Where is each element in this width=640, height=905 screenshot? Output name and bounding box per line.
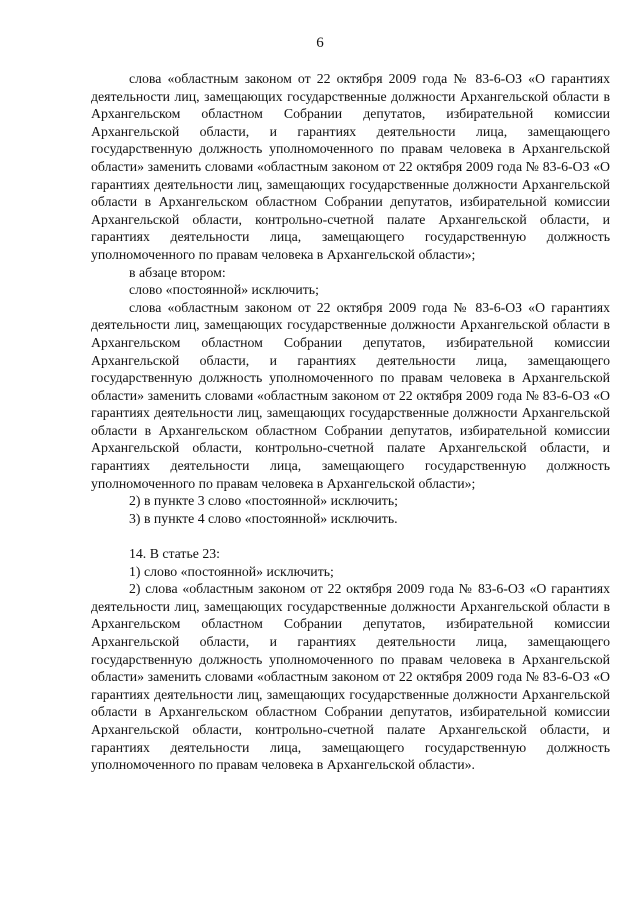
paragraph-second-subparagraph: в абзаце втором: (129, 264, 226, 280)
paragraph-item-3: 2) в пункте 3 слово «постоянной» исключить; (129, 493, 398, 509)
paragraph-replace-law-title-2: слова «областным законом от 22 октября 2009 года № 83-6-ОЗ «О гарантиях деятельности лиц, замещающих государственные должности Архангельской области в Архангельском областном Собрании депутатов, избирательной комиссии Архангельской области, и гарантиях деятельности лица, замещающего государственную должность уполномоченного по правам человека в Архангельской области» заменить словами «областным законом от 22 октября 2009 года № 83-6-ОЗ «О гарантиях деятельности лиц, замещающих государственные должности Архангельской области в Архангельском областном Собрании депутатов, избирательной комиссии Архангельской области, контрольно-счетной палате Архангельской области, и гарантиях деятельности лица, замещающего государственную должность уполномоченного по правам человека в Архангельской области»; (91, 299, 610, 491)
paragraph-item-4: 3) в пункте 4 слово «постоянной» исключить. (129, 510, 398, 526)
section-14-heading: 14. В статье 23: (129, 546, 220, 562)
paragraph-replace-law-title-1: слова «областным законом от 22 октября 2009 года № 83-6-ОЗ «О гарантиях деятельности лиц, замещающих государственные должности Архангельской области в Архангельском областном Собрании депутатов, избирательной комиссии Архангельской области, и гарантиях деятельности лица, замещающего государственную должность уполномоченного по правам человека в Архангельской области» заменить словами «областным законом от 22 октября 2009 года № 83-6-ОЗ «О гарантиях деятельности лиц, замещающих государственные должности Архангельской области в Архангельском областном Собрании депутатов, избирательной комиссии Архангельской области, контрольно-счетной палате Архангельской области, и гарантиях деятельности лица, замещающего государственную должность уполномоченного по правам человека в Архангельской области»; (91, 71, 610, 262)
paragraph-delete-permanent-word: слово «постоянной» исключить; (129, 282, 319, 298)
paragraph-article-23-item-1: 1) слово «постоянной» исключить; (129, 563, 334, 579)
paragraph-spacer (91, 527, 610, 545)
document-body (91, 70, 610, 774)
paragraph-article-23-item-2: 2) слова «областным законом от 22 октября 2009 года № 83-6-ОЗ «О гарантиях деятельности лиц, замещающих государственные должности Архангельской области в Архангельском областном Собрании депутатов, избирательной комиссии Архангельской области, и гарантиях деятельности лица, замещающего государственную должность уполномоченного по правам человека в Архангельской области» заменить словами «областным законом от 22 октября 2009 года № 83-6-ОЗ «О гарантиях деятельности лиц, замещающих государственные должности Архангельской области в Архангельском областном Собрании депутатов, избирательной комиссии Архангельской области, контрольно-счетной палате Архангельской области, и гарантиях деятельности лица, замещающего государственную должность уполномоченного по правам человека в Архангельской области». (91, 581, 610, 773)
page-number: 6 (316, 35, 324, 51)
